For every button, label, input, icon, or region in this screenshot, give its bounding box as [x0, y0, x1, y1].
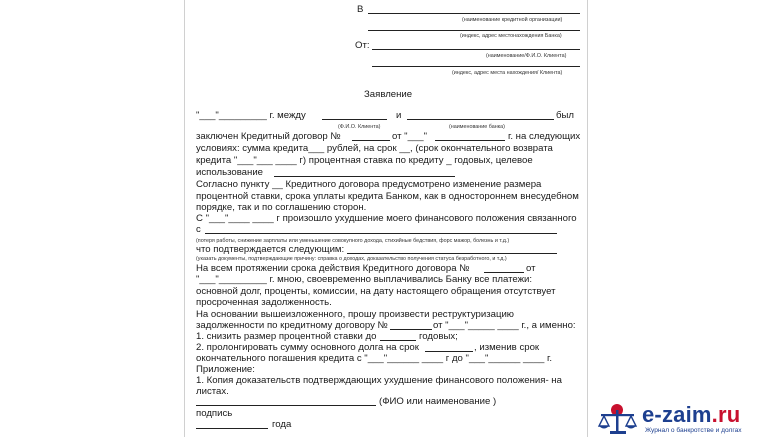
- line-7: процентной ставки, срока уплаты кредита Банком, как в одностороннем внесудебном: [196, 191, 579, 202]
- term-line: [425, 351, 473, 352]
- line-1-mid: и: [396, 110, 402, 121]
- bank-address-hint: (индекс, адрес местонахождения Банка): [460, 33, 562, 39]
- evidence-hint: (указать документы, подтверждающие причину: справка о доходах, доказательство получения статуса безработного, и т.д.): [196, 256, 507, 262]
- line-5: использование: [196, 167, 264, 178]
- line-19-end: , изменив срок: [474, 342, 540, 353]
- reason-line: [205, 233, 557, 234]
- scales-icon: [597, 402, 641, 436]
- line-1-start: "___"_________ г. между: [196, 110, 306, 121]
- line-15: просроченная задолженность.: [196, 297, 332, 308]
- contract-number-line-3: [390, 329, 432, 330]
- bank-line: [407, 119, 554, 120]
- line-1-end: был: [556, 110, 574, 121]
- client-name-hint: (наименование/Ф.И.О. Клиента): [486, 53, 567, 59]
- page-left-edge: [184, 0, 185, 437]
- line-13: "___"_________ г. мною, своевременно выплачивались Банку все платежи:: [196, 274, 533, 285]
- client-name-line: [372, 49, 580, 50]
- line-9: С "___"____ ____ г произошло ухудшение моего финансового положения связанного: [196, 213, 577, 224]
- signature-fio-line: [196, 405, 376, 406]
- e-zaim-logo: [597, 402, 772, 436]
- line-21: Приложение:: [196, 364, 255, 375]
- line-17: задолженности по кредитному договору №: [196, 320, 388, 331]
- line-14: основной долг, проценты, комиссии, на дату настоящего обращения отсутствует: [196, 286, 556, 297]
- contract-date-line: [435, 140, 505, 141]
- client-fio-hint: (Ф.И.О. Клиента): [338, 124, 381, 130]
- client-address-line: [372, 66, 580, 67]
- logo-word-tld: .ru: [711, 402, 741, 427]
- line-23: листах.: [196, 386, 229, 397]
- line-6: Согласно пункту __ Кредитного договора предусмотрено изменение размера: [196, 179, 542, 190]
- bank-hint: (наименование банка): [449, 124, 505, 130]
- line-22: 1. Копия доказательств подтверждающих ухудшение финансового положения- на: [196, 375, 562, 386]
- line-4: кредита "___"___ ____ г) процентная ставка по кредиту _ годовых, целевое: [196, 155, 533, 166]
- bank-name-hint: (наименование кредитной организации): [462, 17, 563, 23]
- line-18: 1. снизить размер процентной ставки до: [196, 331, 377, 342]
- line-3: условиях: сумма кредита___ рублей, на срок __, (срок окончательного возврата: [196, 143, 553, 154]
- rate-line: [380, 340, 416, 341]
- bank-name-line: [368, 13, 580, 14]
- line-18-end: годовых;: [419, 331, 458, 342]
- line-12-end: от: [526, 263, 536, 274]
- reason-hint: (потеря работы, снижение зарплаты или уменьшение совокупного дохода, стихийные бедствия, форс мажор, болезнь и т.д.): [196, 238, 510, 244]
- purpose-line: [274, 176, 455, 177]
- year-label: года: [272, 419, 292, 430]
- bank-address-line: [368, 30, 580, 31]
- line-20: окончательного погашения кредита с "___"______ ____ г до "___"______ ____ г.: [196, 353, 553, 364]
- from-prefix: От:: [355, 40, 370, 51]
- line-10: с: [196, 224, 201, 235]
- line-12: На всем протяжении срока действия Кредитного договора №: [196, 263, 470, 274]
- line-2-end: г. на следующих: [508, 131, 581, 142]
- line-19: 2. пролонгировать сумму основного долга на срок: [196, 342, 419, 353]
- line-11: что подтверждается следующим:: [196, 244, 345, 255]
- line-17-end: от "___"_____ ____ г., а именно:: [433, 320, 576, 331]
- page-right-edge: [587, 0, 588, 437]
- client-fio-line: [322, 119, 387, 120]
- date-line: [196, 428, 268, 429]
- line-8: порядке, так и по соглашению сторон.: [196, 202, 367, 213]
- document-title: Заявление: [364, 89, 413, 100]
- client-address-hint: (индекс, адрес места нахождения/ Клиента): [452, 70, 563, 76]
- signature-label: подпись: [196, 408, 233, 419]
- contract-number-line: [352, 140, 390, 141]
- line-2-mid: от "___": [392, 131, 428, 142]
- line-2: заключен Кредитный договор №: [196, 131, 341, 142]
- logo-tagline: Журнал о банкротстве и долгах: [645, 427, 742, 434]
- logo-word-main: e-zaim: [642, 402, 712, 427]
- line-16: На основании вышеизложенного, прошу произвести реструктуризацию: [196, 309, 514, 320]
- signature-hint: (ФИО или наименование ): [379, 396, 497, 407]
- contract-number-line-2: [484, 272, 524, 273]
- evidence-line: [347, 253, 557, 254]
- logo-wordmark: [642, 403, 740, 427]
- to-prefix: В: [357, 4, 364, 15]
